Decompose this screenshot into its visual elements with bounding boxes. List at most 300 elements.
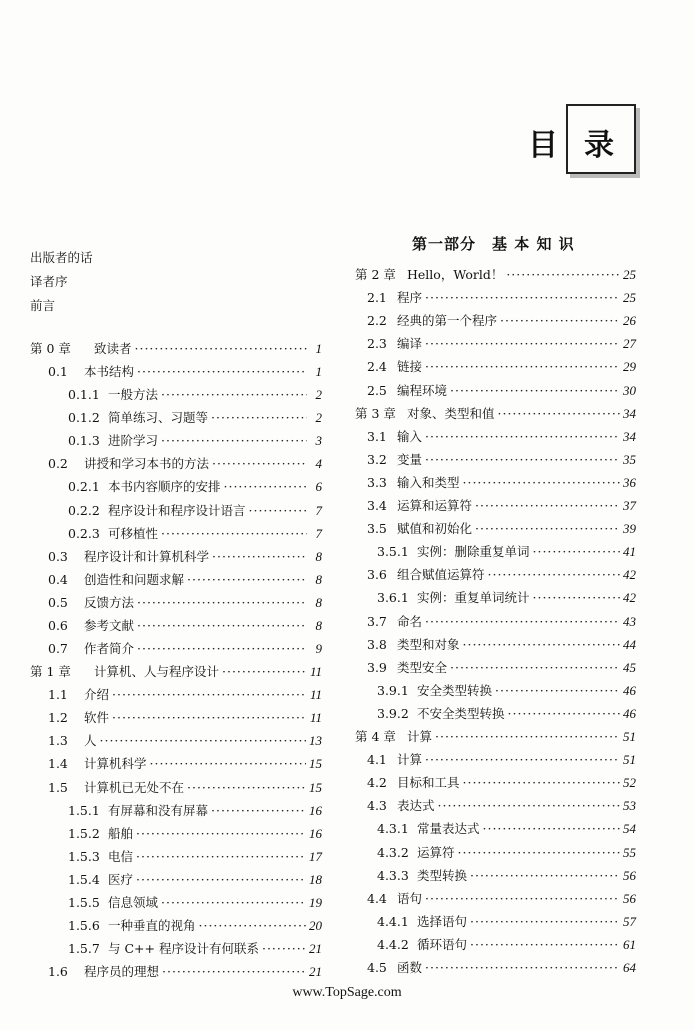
toc-entry[interactable]: [48, 962, 322, 980]
toc-entry[interactable]: [68, 916, 322, 934]
toc-entry-number: 4.3.3: [377, 867, 409, 883]
toc-entry-number: 1.5.2: [68, 825, 100, 841]
toc-entry-label: [377, 866, 467, 884]
toc-entry-number: 2.5: [367, 382, 387, 398]
toc-entry-page: 46: [623, 682, 636, 698]
toc-entry-page: 7: [315, 502, 322, 518]
toc-entry-title: 程序设计和程序设计语言: [108, 502, 246, 518]
toc-entry[interactable]: [367, 658, 636, 676]
toc-entry[interactable]: [367, 565, 636, 583]
front-matter-preface[interactable]: 前言: [30, 298, 56, 313]
toc-entry-title: 进阶学习: [108, 433, 159, 449]
toc-entry-page: 29: [623, 359, 636, 375]
toc-entry-number: 1.5: [48, 779, 68, 795]
toc-entry-number: 第 1 章: [30, 664, 71, 680]
toc-entry-label: [367, 635, 460, 653]
toc-entry-number: 4.4.1: [377, 913, 409, 929]
toc-entry-title: 语句: [397, 890, 423, 906]
toc-entry-page: 55: [623, 844, 636, 860]
toc-entry-page: 45: [623, 659, 636, 675]
toc-entry-number: 1.6: [48, 964, 68, 980]
toc-entry-page: 36: [623, 474, 636, 490]
toc-entry-number: 0.1.1: [68, 387, 100, 403]
toc-entry-page: 39: [623, 521, 636, 537]
toc-leader-dots: [435, 729, 620, 744]
toc-entry[interactable]: [367, 288, 636, 306]
page-title-lu: 录: [584, 128, 614, 163]
toc-entry[interactable]: [367, 796, 636, 814]
toc-entry-number: 0.5: [48, 594, 68, 610]
toc-entry[interactable]: [367, 773, 636, 791]
toc-leader-dots: [475, 498, 620, 513]
toc-entry-page: 41: [623, 544, 636, 560]
toc-entry-number: 4.3.2: [377, 844, 409, 860]
toc-entry-label: [367, 658, 447, 676]
toc-entry[interactable]: [367, 334, 636, 352]
toc-entry-number: 2.1: [367, 290, 387, 306]
toc-entry-title: 组合赋值运算符: [397, 567, 485, 583]
toc-entry[interactable]: [377, 542, 636, 560]
toc-entry-title: 赋值和初始化: [397, 521, 473, 537]
toc-entry-title: 不安全类型转换: [417, 705, 505, 721]
toc-entry-number: 3.4: [367, 498, 387, 513]
toc-entry-number: 1.4: [48, 756, 68, 772]
toc-entry-number: 2.2: [367, 313, 387, 329]
toc-entry-number: 1.2: [48, 710, 68, 726]
toc-entry-title: 医疗: [108, 871, 134, 887]
toc-entry[interactable]: [377, 935, 636, 953]
toc-entry-title: 类型安全: [397, 659, 448, 675]
toc-entry-label: [367, 796, 435, 814]
toc-entry[interactable]: [367, 958, 636, 976]
toc-entry[interactable]: [377, 819, 636, 837]
toc-entry-label: [30, 662, 219, 680]
toc-leader-dots: [161, 526, 307, 541]
toc-entry-number: 4.4.2: [377, 936, 409, 952]
toc-entry-number: 3.9.2: [377, 705, 409, 721]
toc-entry-page: 20: [309, 918, 322, 933]
toc-entry-number: 3.7: [367, 613, 387, 629]
toc-entry-title: 运算和运算符: [397, 498, 473, 513]
toc-entry[interactable]: [48, 639, 322, 657]
toc-entry-label: [367, 612, 422, 630]
toc-entry[interactable]: [48, 731, 322, 749]
toc-entry-title: 电信: [108, 848, 134, 864]
toc-entry-title: 目标和工具: [397, 775, 460, 791]
toc-entry-number: 3.6: [367, 567, 387, 583]
toc-entry-label: [68, 916, 196, 934]
toc-entry[interactable]: [367, 473, 636, 491]
toc-entry-page: 42: [623, 567, 636, 583]
toc-entry[interactable]: [367, 357, 636, 375]
toc-leader-dots: [162, 964, 306, 979]
toc-entry-label: [68, 431, 158, 449]
toc-entry-number: 2.4: [367, 359, 387, 375]
toc-entry-title: 软件: [84, 710, 110, 726]
toc-entry[interactable]: [48, 616, 322, 634]
toc-leader-dots: [533, 590, 620, 605]
toc-entry-label: [48, 639, 134, 657]
toc-entry-label: [68, 939, 259, 957]
footer-url[interactable]: www.TopSage.com: [292, 985, 402, 1000]
toc-entry-page: 61: [623, 936, 636, 952]
toc-entry-title: 一般方法: [108, 387, 159, 403]
toc-entry-number: 4.2: [367, 775, 387, 791]
toc-entry-number: 3.1: [367, 428, 387, 444]
toc-leader-dots: [212, 549, 307, 564]
toc-entry-title: 一种垂直的视角: [108, 918, 196, 933]
toc-entry-title: 计算机科学: [84, 756, 147, 772]
toc-entry[interactable]: [48, 685, 322, 703]
toc-leader-dots: [224, 479, 307, 494]
toc-leader-dots: [222, 664, 307, 679]
toc-entry-number: 0.2: [48, 456, 68, 472]
toc-entry[interactable]: [68, 939, 322, 957]
front-matter-translator[interactable]: 译者序: [30, 274, 68, 289]
toc-entry-page: 3: [315, 433, 322, 449]
toc-entry-page: 2: [315, 387, 322, 403]
toc-entry-number: 1.5.1: [68, 802, 100, 818]
toc-entry-page: 56: [623, 867, 636, 883]
toc-entry-title: 程序员的理想: [84, 964, 160, 980]
toc-entry-title: 实例：重复单词统计: [417, 590, 530, 606]
toc-leader-dots: [161, 433, 307, 448]
toc-entry[interactable]: [68, 477, 322, 495]
toc-entry-label: [48, 731, 97, 749]
toc-entry-page: 11: [309, 687, 322, 703]
toc-leader-dots: [137, 595, 307, 610]
front-matter-publisher[interactable]: 出版者的话: [30, 250, 93, 265]
toc-entry-title: 函数: [397, 960, 423, 975]
toc-entry-label: [377, 912, 467, 930]
toc-entry-page: 56: [623, 890, 636, 906]
toc-entry[interactable]: [68, 385, 322, 403]
toc-entry-label: [367, 334, 422, 352]
toc-entry-number: 3.2: [367, 451, 387, 467]
toc-entry[interactable]: [377, 681, 636, 699]
toc-entry-label: [48, 754, 147, 772]
toc-entry-label: [68, 477, 221, 495]
toc-leader-dots: [112, 687, 307, 702]
toc-entry-label: [367, 427, 422, 445]
toc-entry[interactable]: [377, 843, 636, 861]
toc-entry-label: [48, 593, 134, 611]
toc-entry-title: 经典的第一个程序: [397, 313, 498, 329]
toc-entry-number: 0.2.1: [68, 479, 100, 495]
toc-entry-label: [355, 265, 503, 283]
toc-entry-number: 1.5.7: [68, 941, 100, 957]
toc-entry-number: 1.5.3: [68, 848, 100, 864]
toc-entry-page: 35: [623, 451, 636, 467]
toc-entry-title: 计算机已无处不在: [84, 779, 185, 795]
toc-leader-dots: [150, 756, 306, 771]
toc-entry-page: 53: [623, 798, 636, 814]
toc-entry-page: 21: [309, 964, 322, 980]
toc-entry[interactable]: [48, 570, 322, 588]
toc-entry-label: [48, 685, 109, 703]
toc-entry-page: 13: [309, 733, 322, 749]
toc-entry-number: 1.5.5: [68, 894, 100, 910]
toc-leader-dots: [425, 614, 620, 629]
toc-leader-dots: [137, 641, 307, 656]
toc-entry-number: 0.3: [48, 548, 68, 564]
toc-entry-title: Hello，World！: [407, 267, 504, 282]
toc-entry-title: 安全类型转换: [417, 682, 493, 698]
toc-entry-label: [48, 362, 134, 380]
toc-leader-dots: [425, 960, 620, 975]
toc-leader-dots: [506, 267, 620, 282]
toc-entry-page: 15: [309, 756, 322, 772]
toc-entry-label: [377, 819, 480, 837]
toc-entry-page: 17: [309, 848, 322, 864]
toc-entry-title: 信息领域: [108, 894, 159, 910]
toc-entry[interactable]: [377, 588, 636, 606]
toc-entry-title: 对象、类型和值: [407, 405, 495, 421]
toc-entry-label: [48, 454, 209, 472]
toc-entry[interactable]: [367, 450, 636, 468]
toc-leader-dots: [463, 475, 620, 490]
toc-entry[interactable]: [367, 381, 636, 399]
toc-entry[interactable]: [68, 870, 322, 888]
toc-entry-number: 第 3 章: [355, 405, 396, 421]
toc-entry-title: 简单练习、习题等: [108, 410, 209, 426]
toc-entry-label: [377, 935, 467, 953]
toc-leader-dots: [425, 452, 620, 467]
toc-entry-label: [30, 339, 132, 357]
toc-entry-page: 54: [623, 821, 636, 837]
toc-entry-number: 0.1.2: [68, 410, 100, 426]
toc-entry-label: [68, 524, 158, 542]
toc-entry-page: 6: [315, 479, 322, 495]
toc-leader-dots: [135, 341, 307, 356]
toc-entry-label: [355, 404, 495, 422]
toc-entry-title: 船舶: [108, 825, 134, 841]
page-title-mu: 目: [528, 128, 558, 163]
toc-entry[interactable]: [367, 750, 636, 768]
toc-entry-title: 计算: [397, 752, 423, 768]
toc-entry-number: 3.5.1: [377, 544, 409, 560]
toc-entry[interactable]: [367, 889, 636, 907]
toc-leader-dots: [161, 895, 306, 910]
toc-entry-page: 1: [315, 364, 322, 380]
toc-entry-title: 选择语句: [417, 913, 468, 929]
toc-entry-page: 30: [623, 382, 636, 398]
toc-leader-dots: [211, 803, 306, 818]
toc-entry-page: 2: [315, 410, 322, 426]
toc-entry-page: 42: [623, 590, 636, 606]
toc-entry[interactable]: [367, 635, 636, 653]
toc-leader-dots: [212, 456, 307, 471]
toc-entry-page: 51: [623, 752, 636, 768]
toc-entry-label: [367, 958, 422, 976]
toc-entry-label: [367, 519, 472, 537]
toc-entry[interactable]: [30, 339, 322, 357]
toc-leader-dots: [475, 521, 620, 536]
toc-entry[interactable]: [48, 754, 322, 772]
toc-leader-dots: [137, 364, 307, 379]
toc-entry-label: [68, 408, 208, 426]
toc-entry-title: 常量表达式: [417, 821, 480, 837]
toc-entry-page: 52: [623, 775, 636, 791]
toc-entry-title: 变量: [397, 451, 423, 467]
toc-entry-page: 25: [623, 290, 636, 306]
toc-entry-title: 本书内容顺序的安排: [108, 479, 221, 495]
toc-entry[interactable]: [68, 801, 322, 819]
toc-entry-label: [367, 450, 422, 468]
toc-leader-dots: [425, 891, 620, 906]
toc-entry[interactable]: [367, 496, 636, 514]
toc-entry-title: 讲授和学习本书的方法: [84, 456, 210, 472]
toc-entry[interactable]: [355, 727, 636, 745]
toc-entry-number: 3.9: [367, 659, 387, 675]
toc-entry[interactable]: [48, 454, 322, 472]
toc-leader-dots: [249, 503, 307, 518]
toc-entry[interactable]: [367, 427, 636, 445]
toc-entry-page: 34: [623, 428, 636, 444]
toc-entry-number: 3.3: [367, 474, 387, 490]
toc-leader-dots: [136, 826, 306, 841]
toc-entry-number: 0.7: [48, 641, 68, 657]
toc-entry-label: [377, 681, 492, 699]
toc-entry-page: 16: [309, 802, 322, 818]
toc-leader-dots: [508, 706, 620, 721]
toc-entry-title: 可移植性: [108, 525, 159, 541]
toc-entry[interactable]: [68, 524, 322, 542]
toc-entry-number: 1.3: [48, 733, 68, 749]
toc-entry-label: [48, 962, 159, 980]
toc-entry[interactable]: [377, 704, 636, 722]
toc-entry-page: 64: [623, 960, 636, 975]
toc-entry[interactable]: [68, 501, 322, 519]
toc-leader-dots: [100, 733, 306, 748]
toc-entry-label: [367, 311, 497, 329]
toc-leader-dots: [425, 429, 620, 444]
toc-leader-dots: [533, 544, 620, 559]
toc-leader-dots: [425, 752, 620, 767]
toc-entry-number: 4.5: [367, 960, 387, 975]
toc-entry-title: 作者简介: [84, 641, 135, 657]
toc-entry-label: [355, 727, 432, 745]
toc-leader-dots: [450, 383, 620, 398]
toc-entry-number: 第 4 章: [355, 729, 396, 744]
toc-entry-page: 16: [309, 825, 322, 841]
toc-entry-label: [367, 750, 422, 768]
toc-entry-title: 编程环境: [397, 382, 448, 398]
toc-entry-label: [367, 381, 447, 399]
toc-entry-number: 0.1.3: [68, 433, 100, 449]
toc-entry-number: 0.2.3: [68, 525, 100, 541]
toc-entry-page: 11: [309, 664, 322, 680]
toc-entry-title: 致读者: [94, 341, 132, 356]
toc-entry-label: [68, 847, 133, 865]
toc-entry[interactable]: [68, 431, 322, 449]
toc-leader-dots: [112, 710, 307, 725]
toc-entry-title: 输入和类型: [397, 474, 460, 490]
toc-entry[interactable]: [367, 311, 636, 329]
toc-entry-title: 输入: [397, 428, 423, 444]
toc-entry-title: 编译: [397, 336, 423, 352]
toc-leader-dots: [488, 567, 620, 582]
toc-leader-dots: [136, 872, 306, 887]
toc-entry-title: 参考文献: [84, 617, 135, 633]
toc-entry[interactable]: [68, 893, 322, 911]
toc-entry-page: 21: [309, 941, 322, 957]
toc-entry-page: 8: [315, 571, 322, 587]
toc-entry-title: 链接: [397, 359, 423, 375]
toc-entry-title: 类型和对象: [397, 636, 460, 652]
toc-entry-page: 18: [309, 871, 322, 887]
toc-entry[interactable]: [367, 612, 636, 630]
toc-entry-number: 1.5.6: [68, 918, 100, 933]
toc-entry-page: 8: [315, 548, 322, 564]
toc-entry[interactable]: [48, 593, 322, 611]
toc-leader-dots: [500, 313, 620, 328]
toc-entry-number: 0.1: [48, 364, 68, 380]
toc-entry[interactable]: [68, 847, 322, 865]
toc-entry[interactable]: [355, 265, 636, 283]
toc-entry-page: 43: [623, 613, 636, 629]
toc-entry-title: 类型转换: [417, 867, 468, 883]
toc-leader-dots: [187, 780, 306, 795]
toc-entry[interactable]: [355, 404, 636, 422]
toc-entry[interactable]: [377, 866, 636, 884]
toc-entry-title: 实例：删除重复单词: [417, 544, 530, 560]
toc-entry-page: 8: [315, 617, 322, 633]
toc-entry[interactable]: [48, 708, 322, 726]
toc-entry-label: [68, 501, 246, 519]
toc-entry-label: [377, 843, 455, 861]
toc-entry[interactable]: [68, 824, 322, 842]
toc-leader-dots: [425, 336, 620, 351]
toc-entry-page: 25: [623, 267, 636, 282]
toc-entry[interactable]: [48, 547, 322, 565]
toc-entry[interactable]: [377, 912, 636, 930]
toc-entry-title: 计算: [407, 729, 433, 744]
toc-entry-title: 表达式: [397, 798, 435, 814]
toc-entry[interactable]: [48, 778, 322, 796]
toc-leader-dots: [483, 821, 620, 836]
toc-entry-label: [377, 704, 505, 722]
toc-entry-title: 程序: [397, 290, 423, 306]
toc-leader-dots: [463, 775, 620, 790]
toc-entry-page: 7: [315, 525, 322, 541]
toc-entry-page: 4: [315, 456, 322, 472]
toc-entry[interactable]: [367, 519, 636, 537]
toc-entry-page: 44: [623, 636, 636, 652]
toc-entry-title: 人: [84, 733, 97, 749]
toc-leader-dots: [470, 937, 620, 952]
toc-entry-number: 2.3: [367, 336, 387, 352]
toc-entry-number: 0.2.2: [68, 502, 100, 518]
toc-entry-page: 51: [623, 729, 636, 744]
toc-entry-title: 有屏幕和没有屏幕: [108, 802, 209, 818]
toc-entry-page: 46: [623, 705, 636, 721]
toc-entry-number: 第 0 章: [30, 341, 71, 356]
toc-entry-page: 19: [309, 894, 322, 910]
toc-entry[interactable]: [48, 362, 322, 380]
toc-entry-title: 循环语句: [417, 936, 468, 952]
toc-entry-label: [68, 801, 208, 819]
toc-entry-page: 37: [623, 498, 636, 513]
toc-entry[interactable]: [68, 408, 322, 426]
toc-leader-dots: [458, 845, 620, 860]
toc-entry-label: [48, 616, 134, 634]
toc-leader-dots: [137, 618, 307, 633]
toc-entry-number: 0.4: [48, 571, 68, 587]
toc-entry-page: 34: [623, 405, 636, 421]
toc-entry[interactable]: [30, 662, 322, 680]
toc-entry-page: 9: [315, 641, 322, 657]
